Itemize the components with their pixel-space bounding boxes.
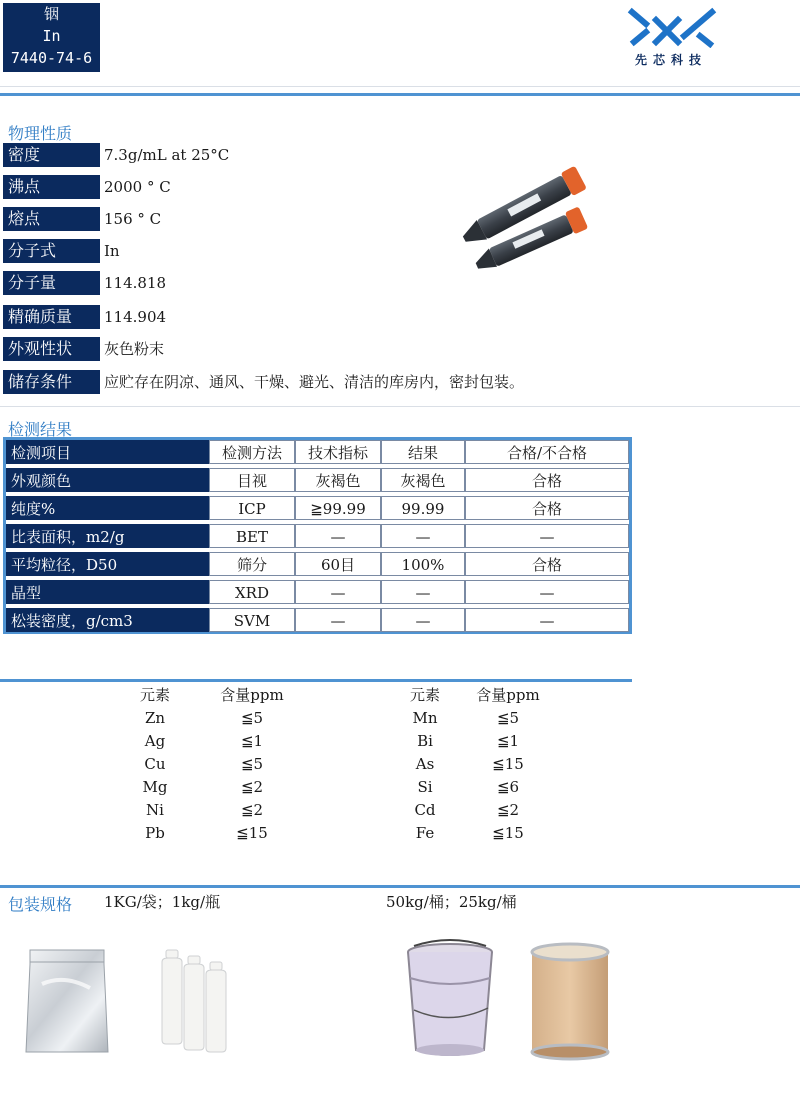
impurity-element: Cu [144, 755, 166, 773]
impurity-element: Ni [146, 801, 164, 819]
table-header-cell: 合格/不合格 [465, 440, 629, 464]
table-cell-result: 99.99 [381, 496, 465, 520]
table-cell-item: 比表面积，m2/g [6, 524, 209, 548]
physical-section-title: 物理性质 [8, 124, 73, 143]
impurity-content-header-left: 含量ppm [220, 686, 284, 704]
prop-value-boiling-point: 2000 ° C [104, 178, 171, 196]
packaging-small: 1KG/袋；1kg/瓶 [104, 893, 221, 911]
impurity-value: ≦15 [492, 824, 524, 842]
table-cell-result: 100% [381, 552, 465, 576]
prop-label-boiling-point: 沸点 [3, 175, 100, 199]
table-cell-pass: — [465, 524, 629, 548]
impurity-value: ≦6 [496, 778, 520, 796]
table-header-cell: 检测项目 [6, 440, 209, 464]
table-cell-item: 平均粒径，D50 [6, 552, 209, 576]
prop-label-molecular-weight: 分子量 [3, 271, 100, 295]
impurity-value: ≦5 [240, 709, 264, 727]
impurity-element: Ag [144, 732, 166, 750]
company-logo-icon [626, 6, 718, 48]
table-cell-item: 松装密度，g/cm3 [6, 608, 209, 632]
impurity-element: Bi [417, 732, 433, 750]
prop-value-density: 7.3g/mL at 25°C [104, 146, 230, 164]
table-cell-pass: 合格 [465, 496, 629, 520]
impurity-element-header-left: 元素 [139, 686, 170, 704]
prop-value-formula: In [104, 242, 120, 260]
table-cell-method: XRD [209, 580, 295, 604]
table-cell-result: — [381, 524, 465, 548]
table-cell-spec: — [295, 524, 381, 548]
centrifuge-tubes-image [455, 165, 605, 275]
prop-value-molecular-weight: 114.818 [104, 274, 167, 292]
impurity-value: ≦2 [496, 801, 520, 819]
element-name: 铟 [43, 5, 59, 23]
impurity-element: Pb [145, 824, 165, 842]
impurity-element: Cd [414, 801, 436, 819]
packaging-divider [0, 885, 800, 888]
table-cell-item: 晶型 [6, 580, 209, 604]
table-cell-spec: 60目 [295, 552, 381, 576]
fiber-drum-image [528, 942, 612, 1062]
impurities-divider [0, 679, 632, 682]
foil-bag-image [24, 944, 110, 1056]
table-cell-result: — [381, 580, 465, 604]
table-cell-pass: — [465, 580, 629, 604]
table-cell-method: ICP [209, 496, 295, 520]
plastic-bottles-image [158, 948, 240, 1054]
table-header-cell: 技术指标 [295, 440, 381, 464]
prop-label-melting-point: 熔点 [3, 207, 100, 231]
prop-label-exact-mass: 精确质量 [3, 305, 100, 329]
impurity-element: Fe [415, 824, 435, 842]
table-cell-method: SVM [209, 608, 295, 632]
impurity-value: ≦2 [240, 801, 264, 819]
prop-label-storage: 储存条件 [3, 370, 100, 394]
table-cell-pass: 合格 [465, 468, 629, 492]
prop-value-appearance: 灰色粉末 [104, 340, 165, 358]
prop-value-melting-point: 156 ° C [104, 210, 162, 228]
impurity-element: As [415, 755, 435, 773]
header-divider [0, 93, 800, 96]
impurity-element: Si [417, 778, 433, 796]
impurity-content-header-right: 含量ppm [476, 686, 540, 704]
table-cell-result: — [381, 608, 465, 632]
impurity-value: ≦1 [240, 732, 264, 750]
table-cell-spec: 灰褐色 [295, 468, 381, 492]
table-cell-method: BET [209, 524, 295, 548]
table-cell-spec: ≧99.99 [295, 496, 381, 520]
prop-label-appearance: 外观性状 [3, 337, 100, 361]
table-cell-pass: 合格 [465, 552, 629, 576]
table-cell-spec: — [295, 608, 381, 632]
table-cell-method: 筛分 [209, 552, 295, 576]
impurity-element: Zn [144, 709, 166, 727]
impurity-value: ≦1 [496, 732, 520, 750]
table-header-cell: 检测方法 [209, 440, 295, 464]
physical-divider [0, 406, 800, 407]
prop-value-storage: 应贮存在阴凉、通风、干燥、避光、清洁的库房内，密封包装。 [104, 373, 525, 391]
impurity-element-header-right: 元素 [409, 686, 440, 704]
table-cell-item: 纯度% [6, 496, 209, 520]
cas-number: 7440-74-6 [10, 49, 93, 67]
table-cell-spec: — [295, 580, 381, 604]
product-id-box [3, 3, 100, 72]
impurity-value: ≦5 [240, 755, 264, 773]
impurity-value: ≦15 [236, 824, 268, 842]
table-cell-pass: — [465, 608, 629, 632]
table-header-cell: 结果 [381, 440, 465, 464]
prop-label-density: 密度 [3, 143, 100, 167]
prop-label-formula: 分子式 [3, 239, 100, 263]
prop-value-exact-mass: 114.904 [104, 308, 167, 326]
tests-section-title: 检测结果 [8, 420, 73, 439]
packaging-section-title: 包装规格 [8, 895, 73, 914]
impurity-element: Mn [412, 709, 438, 727]
header-divider-thin [0, 86, 800, 87]
table-cell-result: 灰褐色 [381, 468, 465, 492]
packaging-large: 50kg/桶；25kg/桶 [386, 893, 517, 911]
table-cell-item: 外观颜色 [6, 468, 209, 492]
table-cell-method: 目视 [209, 468, 295, 492]
metal-pail-image [400, 938, 500, 1064]
impurity-value: ≦5 [496, 709, 520, 727]
impurity-value: ≦15 [492, 755, 524, 773]
element-symbol: In [42, 27, 61, 45]
impurity-value: ≦2 [240, 778, 264, 796]
company-logo-text: 先芯科技 [634, 53, 707, 67]
impurity-element: Mg [142, 778, 168, 796]
